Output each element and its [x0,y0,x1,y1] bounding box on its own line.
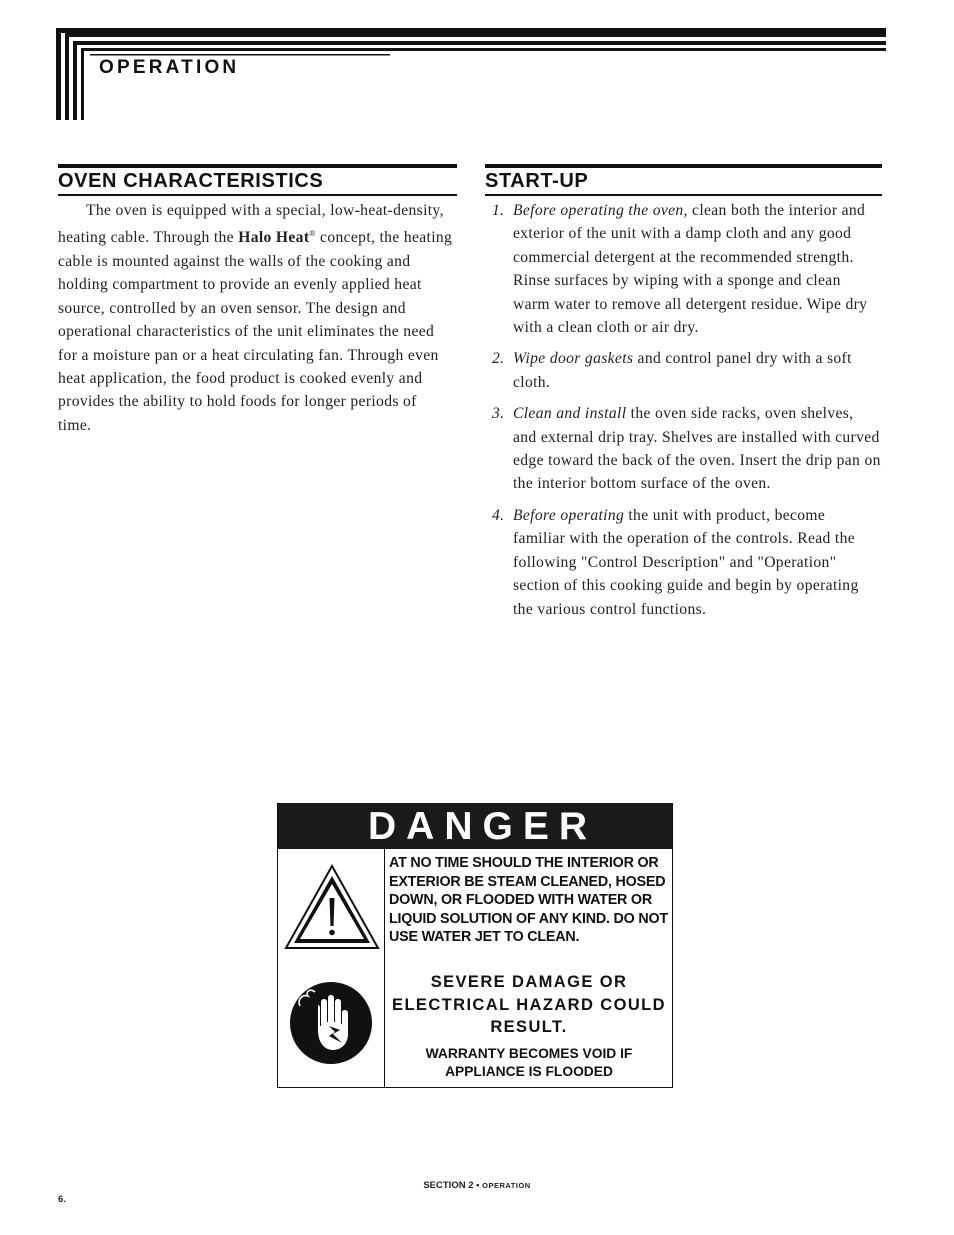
halo-heat-brand: Halo Heat [238,229,310,247]
step-number: 3. [492,405,505,423]
danger-warranty-text: WARRANTY BECOMES VOID IF APPLIANCE IS FLOODED [425,1046,633,1079]
para-text-after: concept, the heating cable is mounted against the walls of the cooking and holding compartment to provide an evenly applied heat source, controlled by an oven sensor. The design and operational characteristics of the unit eliminates the need for a moisture pan or a heat circulating fan. Through even heat application, the food product is cooked evenly and provides the ability to hold foods for longer periods of time. [58,229,453,434]
step-lead: Before operating [513,506,625,524]
footer-section-name: OPERATION [482,1181,531,1190]
footer-section-label [0,1180,954,1191]
start-up-step [489,504,881,621]
oven-characteristics-paragraph [58,199,454,437]
danger-severe-text: SEVERE DAMAGE OR ELECTRICAL HAZARD COULD RESULT. [392,973,666,1036]
oven-characteristics-heading: OVEN CHARACTERISTICS [58,164,457,196]
step-lead: Clean and install [513,405,627,423]
step-number: 1. [492,202,505,219]
electric-shock-hand-icon [288,980,374,1066]
danger-main-text: AT NO TIME SHOULD THE INTERIOR OR EXTERIOR BE STEAM CLEANED, HOSED DOWN, OR FLOODED WITH WATER OR LIQUID SOLUTION OF ANY KIND. DO NOT USE WATER JET TO CLEAN. [389,855,668,946]
danger-title: DANGER [368,805,598,848]
step-number: 4. [492,506,505,524]
start-up-step [489,402,881,496]
start-up-step [489,347,881,394]
page-number: 6. [58,1194,66,1205]
start-up-step [489,199,881,339]
start-up-heading: START-UP [485,164,882,196]
para-text-before: The oven is equipped with a special, low-heat-density, heating cable. Through the [58,202,444,247]
danger-divider [384,849,385,1087]
registered-mark: ® [309,229,316,239]
danger-warning-box [277,803,673,1088]
step-lead: Wipe door gaskets [513,350,634,368]
warning-triangle-icon [284,864,380,952]
step-text: the oven side racks, oven shelves, and external drip tray. Shelves are installed with curved edge toward the back of the oven. Insert the drip pan on the interior bottom surface of the oven. [513,405,881,493]
header-title: OPERATION [99,57,240,78]
start-up-steps [489,199,881,629]
step-number: 2. [492,350,505,368]
step-lead: Before operating the oven, [513,202,688,219]
danger-title-bar [278,804,672,849]
step-text: the unit with product, become familiar with the operation of the controls. Read the following "Control Description" and "Operation" section of this cooking guide and begin by operating the various control functions. [513,506,859,618]
footer-section-number: SECTION 2 • [423,1180,480,1191]
step-text: and control panel dry with a soft cloth. [513,350,852,391]
step-text: clean both the interior and exterior of the unit with a damp cloth and any good commercial detergent at the recommended strength. Rinse surfaces by wiping with a sponge and clean warm water to remove all detergent residue. Wipe dry with a clean cloth or air dry. [513,202,868,337]
